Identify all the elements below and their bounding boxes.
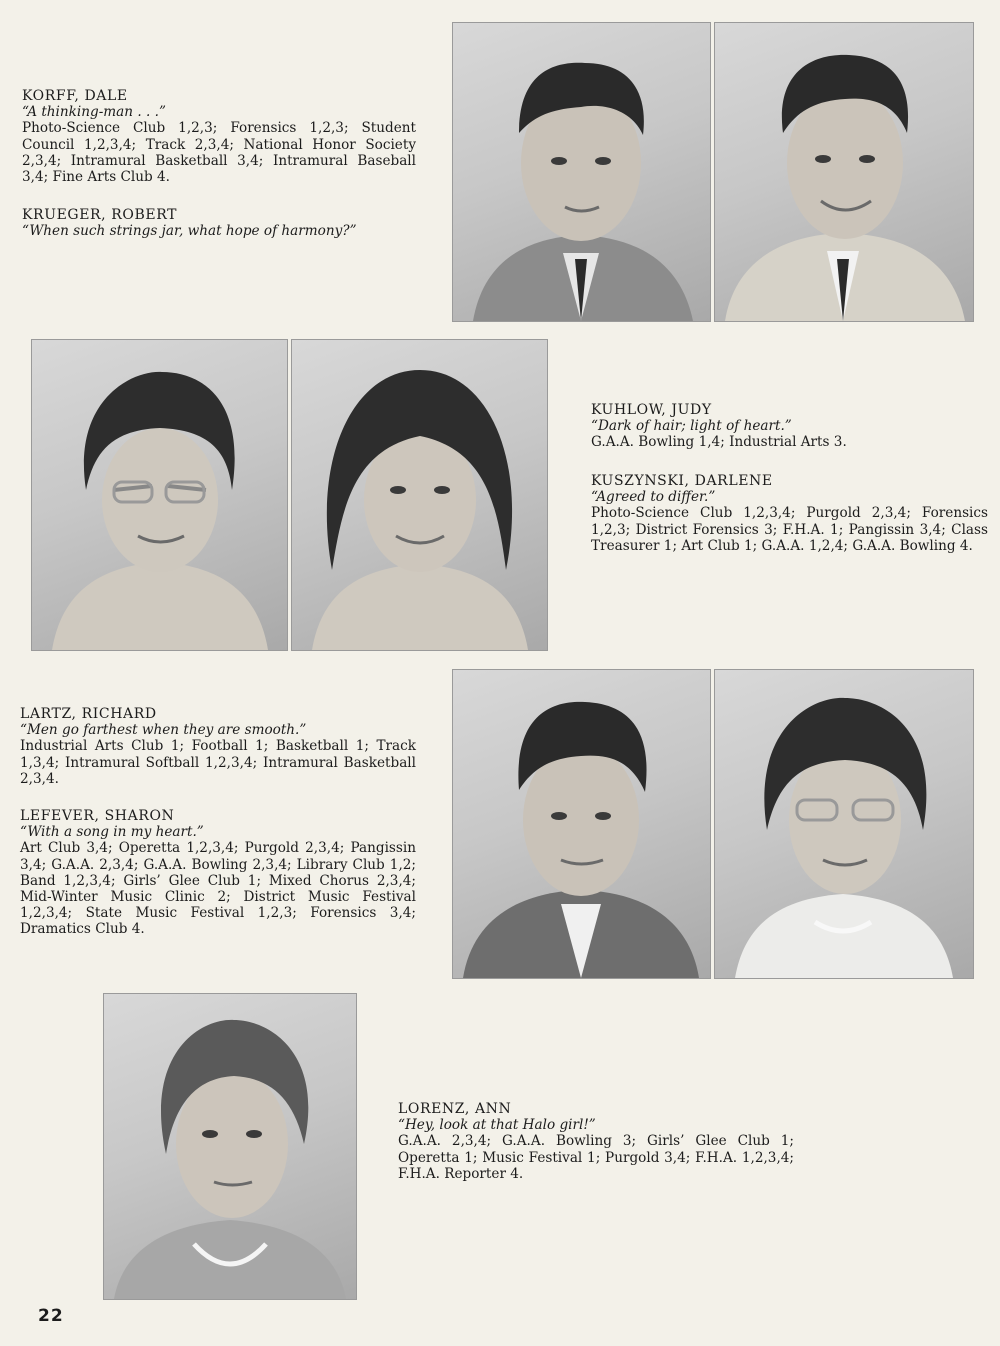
student-quote: “When such strings jar, what hope of harmony?” <box>22 223 357 240</box>
entry-krueger <box>22 207 416 239</box>
entry-lartz <box>20 706 416 787</box>
student-name: KORFF, DALE <box>22 88 128 104</box>
student-name: KUHLOW, JUDY <box>591 402 712 418</box>
portrait-photo-kuhlow <box>31 339 288 651</box>
entry-kuszynski <box>591 473 988 554</box>
portrait-photo-lorenz <box>103 993 357 1300</box>
portrait-photo-lefever <box>714 669 974 979</box>
student-activities: Art Club 3,4; Operetta 1,2,3,4; Purgold 2,3,4; Pangissin 3,4; G.A.A. 2,3,4; G.A.A. Bowling 2,3,4; Library Club 1,2; Band 1,2,3,4; Girls’ Glee Club 1; Mixed Chorus 2,3,4; Mid-Winter Music Clinic 2; District Music Festival 1,2,3,4; State Music Festival 1,2,3; Forensics 3,4; Dramatics Club 4. <box>20 840 416 938</box>
portrait-photo-lartz <box>452 669 711 979</box>
entry-kuhlow <box>591 402 988 451</box>
entry-lefever <box>20 808 416 938</box>
student-quote: “Agreed to differ.” <box>591 489 716 506</box>
student-activities: G.A.A. 2,3,4; G.A.A. Bowling 3; Girls’ Glee Club 1; Operetta 1; Music Festival 1; Purgold 3,4; F.H.A. 1,2,3,4; F.H.A. Reporter 4. <box>398 1133 794 1182</box>
entry-korff <box>22 88 416 185</box>
page-number: 22 <box>38 1306 64 1326</box>
portrait-photo-kuszynski <box>291 339 548 651</box>
student-name: LEFEVER, SHARON <box>20 808 175 824</box>
student-name: KRUEGER, ROBERT <box>22 207 178 223</box>
student-activities: Industrial Arts Club 1; Football 1; Basketball 1; Track 1,3,4; Intramural Softball 1,2,3,4; Intramural Basketball 2,3,4. <box>20 738 416 787</box>
student-quote: “Dark of hair; light of heart.” <box>591 418 792 435</box>
student-activities: G.A.A. Bowling 1,4; Industrial Arts 3. <box>591 434 847 451</box>
student-quote: “Hey, look at that Halo girl!” <box>398 1117 596 1134</box>
student-quote: “With a song in my heart.” <box>20 824 204 841</box>
student-activities: Photo-Science Club 1,2,3; Forensics 1,2,3; Student Council 1,2,3,4; Track 2,3,4; National Honor Society 2,3,4; Intramural Basketball 3,4; Intramural Baseball 3,4; Fine Arts Club 4. <box>22 120 416 186</box>
entry-lorenz <box>398 1101 794 1182</box>
student-activities: Photo-Science Club 1,2,3,4; Purgold 2,3,4; Forensics 1,2,3; District Forensics 3; F.H.A. 1; Pangissin 3,4; Class Treasurer 1; Art Club 1; G.A.A. 1,2,4; G.A.A. Bowling 4. <box>591 505 988 554</box>
student-quote: “Men go farthest when they are smooth.” <box>20 722 307 739</box>
student-name: KUSZYNSKI, DARLENE <box>591 473 773 489</box>
student-name: LARTZ, RICHARD <box>20 706 157 722</box>
student-name: LORENZ, ANN <box>398 1101 512 1117</box>
portrait-photo-krueger <box>714 22 974 322</box>
portrait-photo-korff <box>452 22 711 322</box>
student-quote: “A thinking-man . . .” <box>22 104 166 121</box>
